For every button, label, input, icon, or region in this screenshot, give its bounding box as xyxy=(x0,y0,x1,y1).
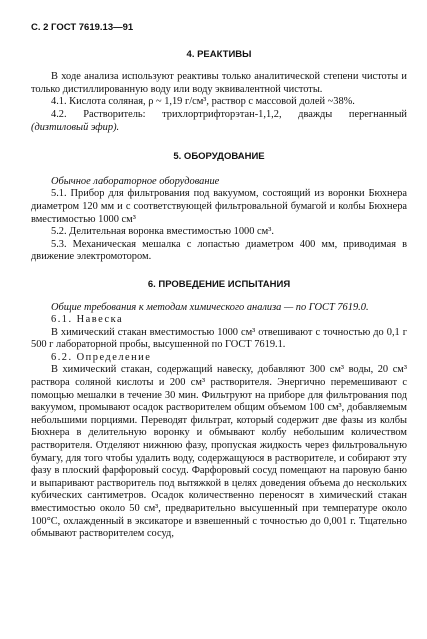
clause-6-2-text: В химический стакан, содержащий навеску, добавляют 300 см³ воды, 20 см³ раствора соляной кислоты и 200 см³ растворителя. Энергично перемешивают с помощью мешалки в течение 30 мин. Фильтруют на приборе для фильтрования под вакуумом, промывают осадок растворителем общим объемом 100 см³, добавляемым небольшими порциями. Переводят фильтрат, который содержит две фазы из колбы Бюхнера в делительную воронку и обмывают колбу небольшим количеством растворителя. Отделяют нижнюю фазу, пропуская жидкость через фильтровальную бумагу, для того чтобы удалить воду, содержащуюся в растворителе, и собирают эту фазу в плоский фарфоровый сосуд. Фарфоровый сосуд помещают на паровую баню и выпаривают растворитель под вытяжкой в целях доведения объема до нескольких кубических сантиметров. Осадок количественно переносят в химический стакан вместимостью около 50 см³, предварительно высушенный при температуре около 100°С, охлажденный в эксикаторе и взвешенный с точностью до 0,001 г. Тщательно обмывают растворителем сосуд, xyxy=(31,364,407,540)
clause-4-1: 4.1. Кислота соляная, ρ ~ 1,19 г/см³, раствор с массовой долей ~38%. xyxy=(51,96,355,108)
clause-5-1: 5.1. Прибор для фильтрования под вакуумом, состоящий из воронки Бюхнера диаметром 120 мм и с соответствующей фильтровальной бумагой и колбы Бюхнера вместимостью 1000 см³ xyxy=(31,188,407,225)
clause-4-2-text: 4.2. Растворитель: трихлортрифторэтан-1,1,2, дважды перегнанный xyxy=(51,108,407,120)
clause-4-2 xyxy=(31,109,407,134)
reagents-intro: В ходе анализа используют реактивы только аналитической степени чистоты и только дистиллированную воду или воду эквивалентной чистоты. xyxy=(31,71,407,95)
clause-5-3: 5.3. Механическая мешалка с лопастью диаметром 400 мм, приводимая в движение электромотором. xyxy=(31,238,407,263)
section-heading-testing: 6. ПРОВЕДЕНИЕ ИСПЫТАНИЯ xyxy=(147,278,291,290)
section-heading-equipment: 5. ОБОРУДОВАНИЕ xyxy=(173,151,265,163)
clause-5-2: 5.2. Делительная воронка вместимостью 1000 см³. xyxy=(51,226,274,238)
clause-6-1-text: В химический стакан вместимостью 1000 см³ отвешивают с точностью до 0,1 г 500 г лабораторной пробы, высушенной по ГОСТ 7619.1. xyxy=(31,326,407,351)
section-reagents xyxy=(31,49,407,135)
section-equipment xyxy=(31,151,407,264)
clause-6-2-heading: 6.2. Определение xyxy=(51,351,152,363)
clause-4-2-italic: (дизтиловый эфир). xyxy=(31,121,120,133)
page-header: С. 2 ГОСТ 7619.13—91 xyxy=(31,22,134,33)
equipment-intro: Обычное лабораторное оборудование xyxy=(51,175,220,187)
testing-intro: Общие требования к методам химического анализа — по ГОСТ 7619.0. xyxy=(51,301,369,313)
section-testing xyxy=(31,279,407,541)
clause-6-1-heading: 6.1. Навеска xyxy=(51,314,124,326)
section-heading-reagents: 4. РЕАКТИВЫ xyxy=(186,48,252,60)
